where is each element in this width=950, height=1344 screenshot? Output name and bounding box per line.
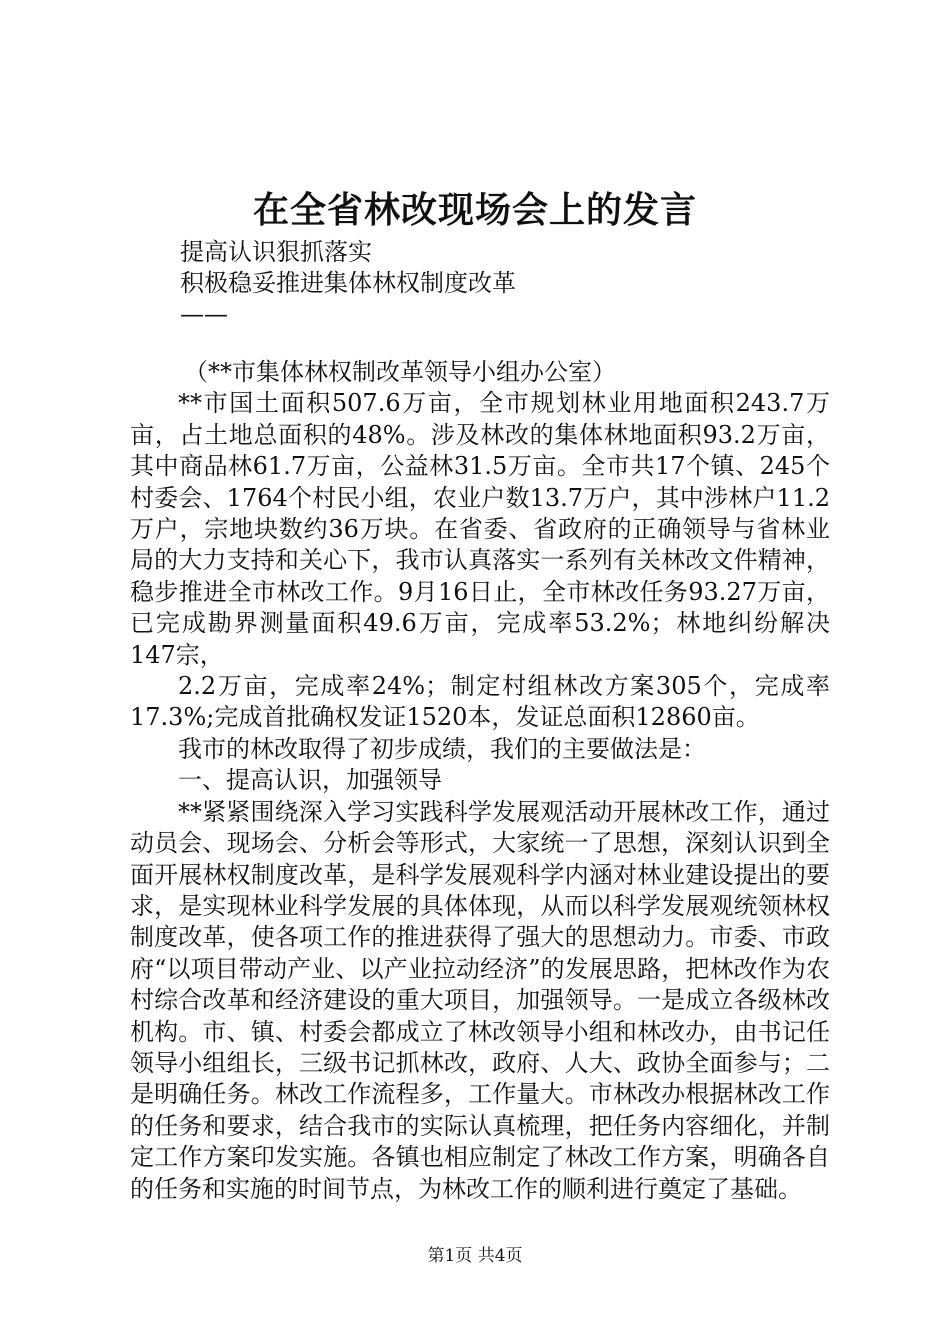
issuing-office: （**市集体林权制改革领导小组办公室） (184, 358, 616, 386)
body-paragraph: **紧紧围绕深入学习实践科学发展观活动开展林改工作，通过动员会、现场会、分析会等形式，大家统一了思想，深刻认识到全面开展林权制度改革，是科学发展观科学内涵对林业建设提出的要求，是实现林业科学发展的具体体现，从而以科学发展观统领林权制度改革，使各项工作的推进获得了强大的思想动力。市委、市政府“以项目带动产业、以产业拉动经济”的发展思路，把林改作为农村综合改革和经济建设的重大项目，加强领导。一是成立各级林改机构。市、镇、村委会都成立了林改领导小组和林改办，由书记任领导小组组长，三级书记抓林改，政府、人大、政协全面参与；二是明确任务。林改工作流程多，工作量大。市林改办根据林改工作的任务和要求，结合我市的实际认真梳理，把任务内容细化，并制定工作方案印发实施。各镇也相应制定了林改工作方案，明确各自的任务和实施的时间节点，为林改工作的顺利进行奠定了基础。 (130, 797, 830, 1203)
body-paragraph: 我市的林改取得了初步成绩，我们的主要做法是： (178, 734, 706, 763)
body-paragraph: 2.2万亩，完成率24%；制定村组林改方案305个，完成率17.3%;完成首批确权发证1520本，发证总面积12860亩。 (130, 672, 830, 732)
document-title: 在全省林改现场会上的发言 (252, 189, 697, 231)
subtitle-dash: —— (180, 300, 228, 328)
document-body (130, 357, 830, 1205)
subtitle-line-1: 提高认识狠抓落实 (180, 238, 372, 266)
subtitle-line-2: 积极稳妥推进集体林权制度改革 (180, 269, 516, 297)
section-heading: 一、提高认识，加强领导 (178, 766, 442, 795)
page-number-footer: 第1页 共4页 (427, 1246, 523, 1266)
body-paragraph: **市国土面积507.6万亩，全市规划林业用地面积243.7万亩，占土地总面积的48%。涉及林改的集体林地面积93.2万亩，其中商品林61.7万亩，公益林31.5万亩。全市共17个镇、245个村委会、1764个村民小组，农业户数13.7万户，其中涉林户11.2万户，宗地块数约36万块。在省委、省政府的正确领导与省林业局的大力支持和关心下，我市认真落实一系列有关林改文件精神，稳步推进全市林改工作。9月16日止，全市林改任务93.27万亩，已完成勘界测量面积49.6万亩，完成率53.2%；林地纠纷解决147宗， (130, 389, 830, 669)
